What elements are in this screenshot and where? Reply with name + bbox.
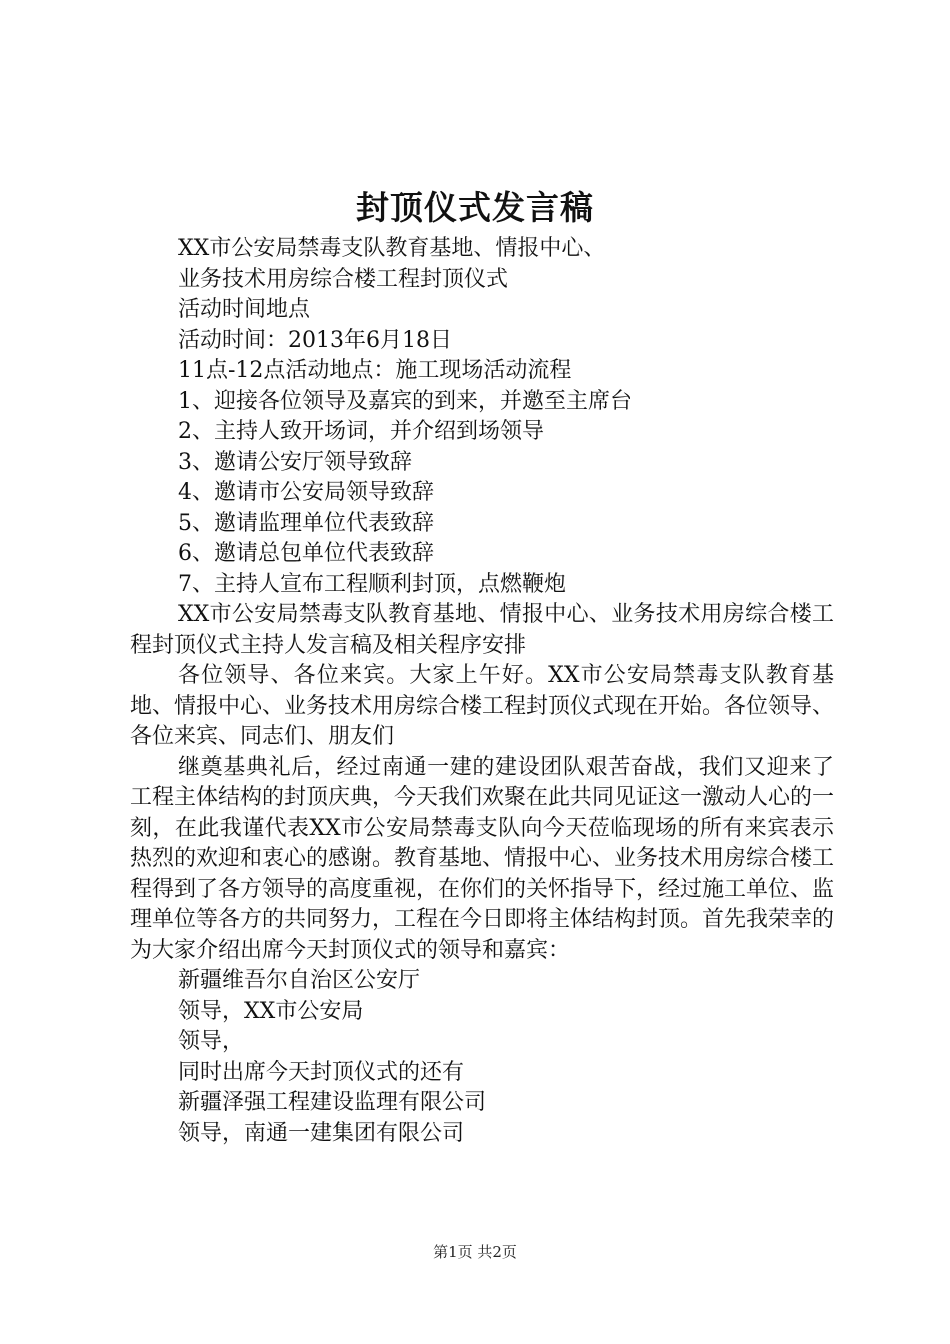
text-line: 6、邀请总包单位代表致辞 — [178, 541, 434, 566]
text-line: 活动时间地点 — [178, 297, 311, 322]
text-line: 业务技术用房综合楼工程封顶仪式 — [178, 266, 509, 292]
text-line: 5、邀请监理单位代表致辞 — [178, 510, 434, 536]
text-line: 领导， — [178, 1029, 245, 1054]
text-line: 新疆维吾尔自治区公安厅 — [178, 968, 421, 993]
text-line: 4、邀请市公安局领导致辞 — [178, 480, 434, 505]
text-line: 11点-12点活动地点：施工现场活动流程 — [178, 358, 572, 383]
text-line: 领导，XX市公安局 — [178, 998, 364, 1024]
page-footer: 第1页 共2页 — [433, 1243, 517, 1261]
document-body — [130, 234, 834, 1149]
paragraph: 各位领导、各位来宾。大家上午好。XX市公安局禁毒支队教育基地、情报中心、业务技术用房综合楼工程封顶仪式现在开始。各位领导、各位来宾、同志们、朋友们 — [130, 663, 835, 749]
text-line: 7、主持人宣布工程顺利封顶，点燃鞭炮 — [178, 571, 566, 597]
text-line: XX市公安局禁毒支队教育基地、情报中心、 — [178, 236, 606, 261]
paragraph: XX市公安局禁毒支队教育基地、情报中心、业务技术用房综合楼工程封顶仪式主持人发言稿及相关程序安排 — [130, 602, 834, 658]
paragraph: 继奠基典礼后，经过南通一建的建设团队艰苦奋战，我们又迎来了工程主体结构的封顶庆典，今天我们欢聚在此共同见证这一激动人心的一刻，在此我谨代表XX市公安局禁毒支队向今天莅临现场的所有来宾表示热烈的欢迎和衷心的感谢。教育基地、情报中心、业务技术用房综合楼工程得到了各方领导的高度重视，在你们的关怀指导下，经过施工单位、监理单位等各方的共同努力，工程在今日即将主体结构封顶。首先我荣幸的为大家介绍出席今天封顶仪式的领导和嘉宾： — [130, 754, 835, 963]
text-line: 领导，南通一建集团有限公司 — [178, 1120, 465, 1146]
text-line: 1、迎接各位领导及嘉宾的到来，并邀至主席台 — [178, 388, 632, 414]
text-line: 同时出席今天封顶仪式的还有 — [178, 1059, 465, 1085]
text-line: 2、主持人致开场词，并介绍到场领导 — [178, 419, 544, 444]
text-line: 3、邀请公安厅领导致辞 — [178, 449, 412, 475]
text-line: 活动时间：2013年6月18日 — [178, 327, 452, 353]
document-title: 封顶仪式发言稿 — [356, 188, 594, 227]
text-line: 新疆泽强工程建设监理有限公司 — [178, 1090, 487, 1115]
